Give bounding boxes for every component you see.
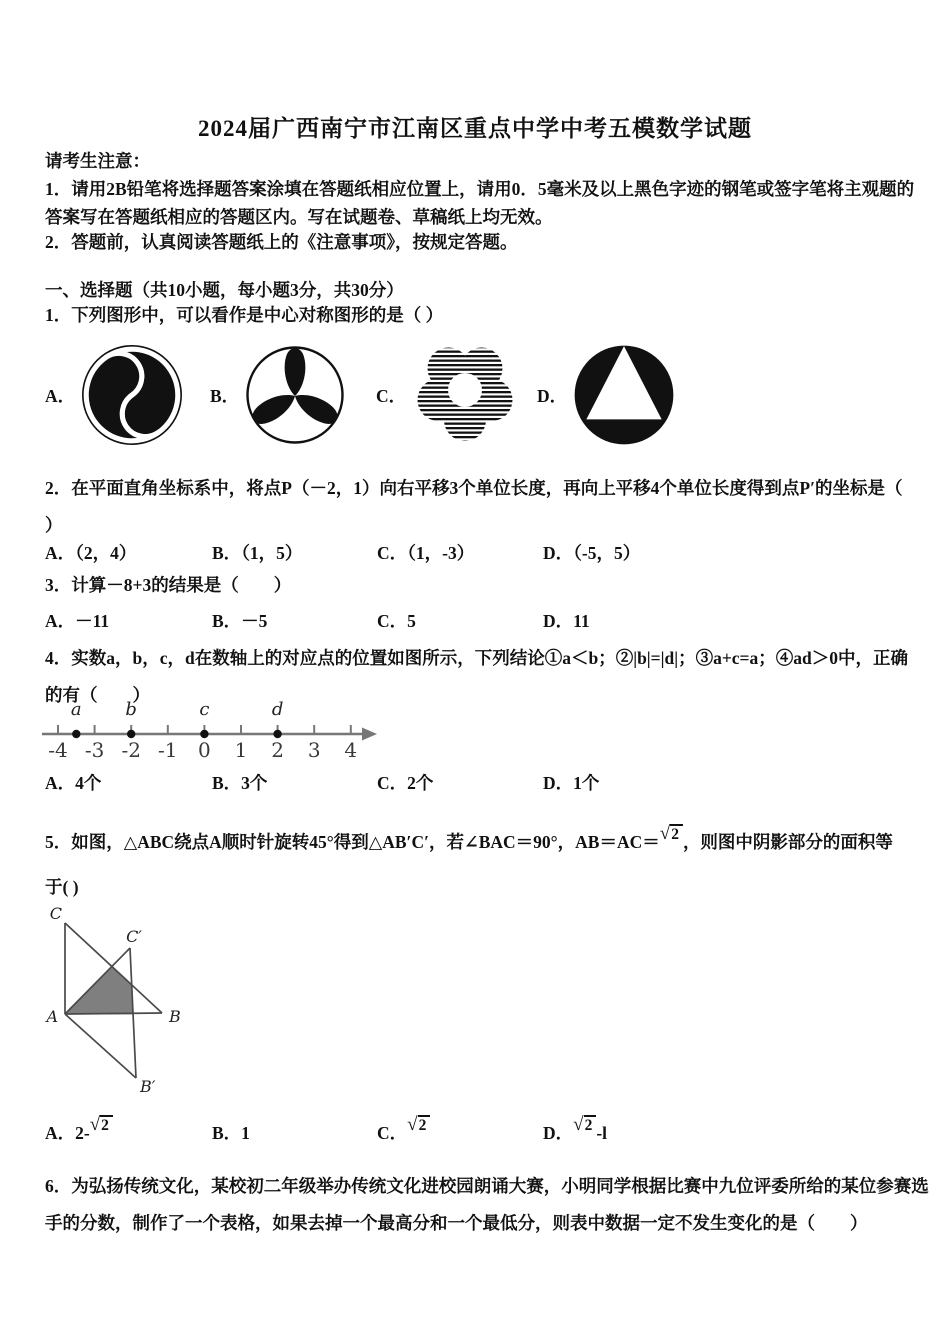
q1-option-a <box>45 338 210 452</box>
q1-option-c <box>376 338 537 452</box>
point-label-d: d <box>271 700 284 720</box>
tick-label: -3 <box>84 738 105 762</box>
notice-heading: 请考生注意： <box>45 151 150 171</box>
q5-rotation-figure <box>22 896 257 1111</box>
question-4-line2: 的有（ ） <box>45 685 150 705</box>
question-4-options <box>45 770 925 795</box>
q4-option-d: D．1个 <box>543 773 600 793</box>
q4-option-b: B．3个 <box>212 773 268 793</box>
q3-option-c: C．5 <box>377 611 416 631</box>
question-1-text: 1．下列图形中，可以看作是中心对称图形的是（ ） <box>45 305 444 325</box>
q3-option-d: D．11 <box>543 611 590 631</box>
question-2-line1: 2．在平面直角坐标系中，将点P（－2，1）向右平移3个单位长度，再向上平移4个单位长度得到点P′的坐标是（ <box>45 478 903 498</box>
q5-option-b: B．1 <box>212 1123 250 1143</box>
q5-option-a: A．2-√2 <box>45 1120 212 1145</box>
section-heading: 一、选择题（共10小题，每小题3分，共30分） <box>45 280 404 300</box>
question-5-line1: 5．如图，△ABC绕点A顺时针旋转45°得到△AB′C′，若∠BAC＝90°，AB＝AC＝√2 ，则图中阴影部分的面积等 <box>45 820 935 865</box>
point-label-c: c <box>199 700 210 720</box>
tick-label: 1 <box>234 738 248 762</box>
sqrt-radical: √2 <box>407 1114 430 1136</box>
q1-figure-striped-star-icon <box>412 338 518 452</box>
page-title: 2024届广西南宁市江南区重点中学中考五模数学试题 <box>198 116 752 141</box>
q2-option-d: D．（-5，5） <box>543 543 641 563</box>
q1-option-c-label: C． <box>376 385 407 406</box>
question-2-line2: ） <box>45 515 63 535</box>
q4-option-a: A．4个 <box>45 773 102 793</box>
q1-option-b-label: B． <box>210 385 240 406</box>
tick-label: -1 <box>158 738 178 762</box>
sqrt-radical: √2 <box>660 811 683 856</box>
tick-label: 2 <box>271 738 284 762</box>
question-6-line2: 手的分数，制作了一个表格，如果去掉一个最高分和一个最低分，则表中数据一定不发生变化的是（ ） <box>45 1213 868 1233</box>
q2-option-a: A．（2，4） <box>45 543 137 563</box>
q1-figure-propeller-icon <box>245 338 345 452</box>
q1-figure-swirl-icon <box>81 338 183 452</box>
question-5-line2: 于( ) <box>45 877 79 897</box>
q1-figure-triangle-circle-icon <box>573 338 675 452</box>
question-2-text <box>45 470 925 544</box>
q5-option-c: C．√2 <box>377 1120 543 1145</box>
sqrt-radical: √2 <box>90 1114 113 1136</box>
q1-option-a-label: A． <box>45 385 76 406</box>
q4-option-c: C．2个 <box>377 773 434 793</box>
notice-item-1-line1: 1．请用2B铅笔将选择题答案涂填在答题纸相应位置上，请用0．5毫米及以上黑色字迹的钢笔或签字笔将主观题的 <box>45 179 915 199</box>
question-1-figure-row <box>45 336 925 454</box>
notice-item-1-line2: 答案写在答题纸相应的答题区内。写在试题卷、草稿纸上均无效。 <box>45 206 553 227</box>
q2-option-b: B．（1，5） <box>212 543 303 563</box>
tick-label: -4 <box>48 738 68 762</box>
tick-label: 4 <box>344 738 358 762</box>
sqrt-radical: √2 <box>573 1114 596 1136</box>
tick-label: 0 <box>198 738 211 762</box>
vertex-label-b-prime: B′ <box>140 1077 156 1096</box>
tick-label: -2 <box>121 738 141 762</box>
q3-option-b: B．－5 <box>212 611 268 631</box>
point-label-a: a <box>70 700 82 720</box>
notice-item-2: 2．答题前，认真阅读答题纸上的《注意事项》，按规定答题。 <box>45 232 518 252</box>
notice-item-1 <box>45 176 913 231</box>
q3-option-a: A．－11 <box>45 611 110 631</box>
vertex-label-c-prime: C′ <box>126 927 142 946</box>
question-3-options <box>45 608 925 633</box>
question-2-options <box>45 540 925 565</box>
vertex-label-a: A <box>46 1007 58 1026</box>
tick-label: 3 <box>307 738 321 762</box>
question-6-line1: 6．为弘扬传统文化，某校初二年级举办传统文化进校园朗诵大赛，小明同学根据比赛中九位评委所给的某位参赛选 <box>45 1176 929 1196</box>
q1-option-d <box>537 338 675 452</box>
vertex-label-c: C <box>49 904 62 923</box>
question-5-options <box>45 1114 925 1145</box>
question-3-text: 3．计算－8+3的结果是（ ） <box>45 575 292 595</box>
q2-option-c: C．（1，-3） <box>377 543 475 563</box>
question-4-line1: 4．实数a，b，c，d在数轴上的对应点的位置如图所示，下列结论①a＜b；②|b|=|d|；③a+c=a；④ad＞0中，正确 <box>45 648 909 668</box>
q4-number-line-figure <box>40 700 385 764</box>
q1-option-b <box>210 338 376 452</box>
q5-option-d: D．√2 -l <box>543 1114 608 1143</box>
point-label-b: b <box>125 700 137 720</box>
vertex-label-b: B <box>169 1007 181 1026</box>
q1-option-d-label: D． <box>537 385 568 406</box>
question-6-text <box>45 1168 929 1242</box>
